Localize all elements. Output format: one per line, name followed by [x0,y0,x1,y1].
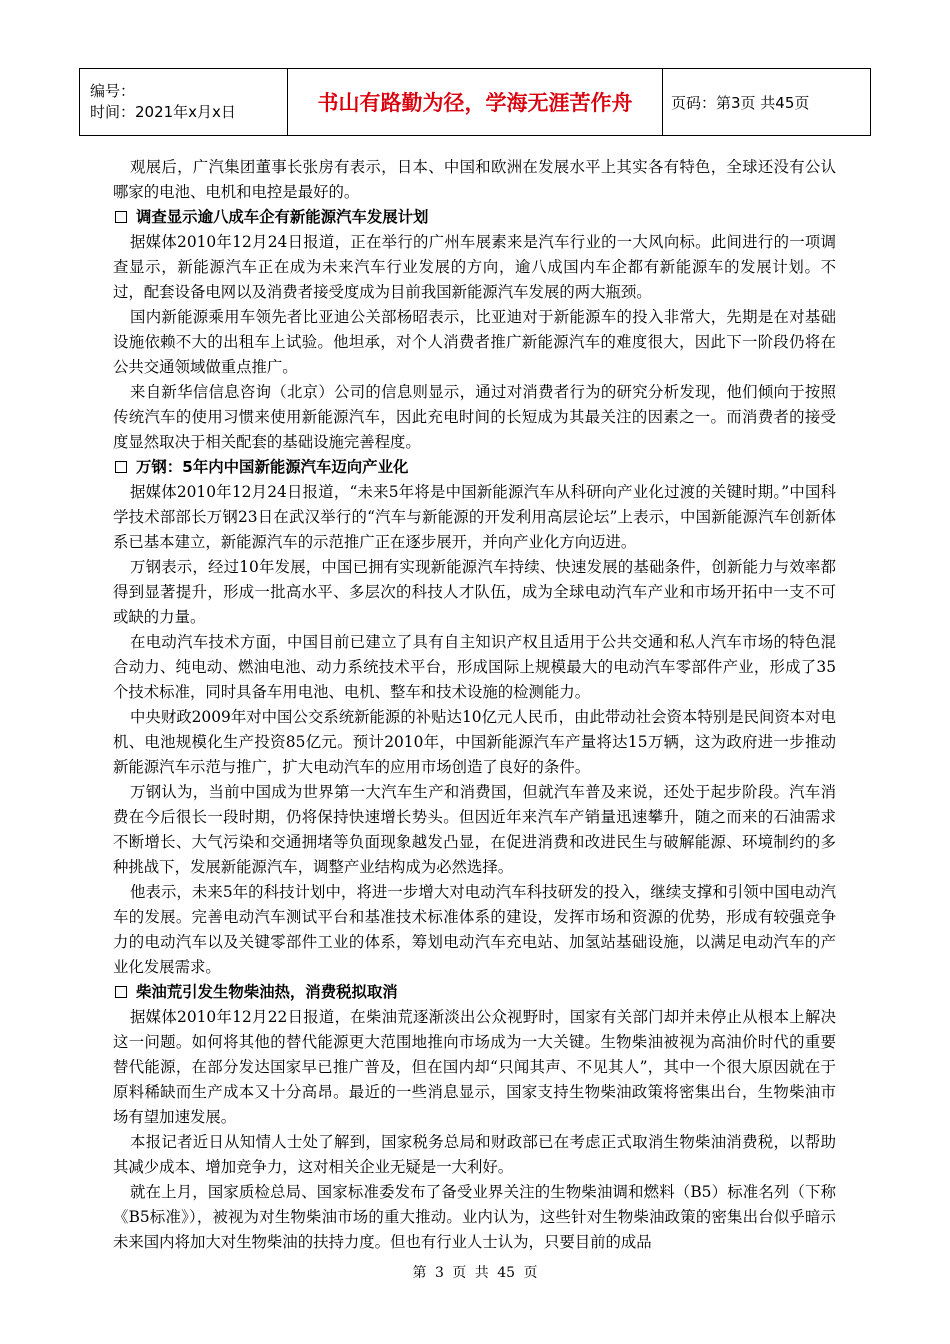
body-paragraph: 观展后，广汽集团董事长张房有表示，日本、中国和欧洲在发展水平上其实各有特色，全球还没有公认哪家的电池、电机和电控是最好的。 [113,158,836,201]
body-paragraph: 万钢认为，当前中国成为世界第一大汽车生产和消费国，但就汽车普及来说，还处于起步阶段。汽车消费在今后很长一段时期，仍将保持快速增长势头。但因近年来汽车产销量迅速攀升，随之而来的石油需求不断增长、大气污染和交通拥堵等负面现象越发凸显，在促进消费和改进民生与破解能源、环境制约的多种挑战下，发展新能源汽车，调整产业结构成为必然选择。 [113,783,836,876]
checkbox-square-icon [115,986,127,998]
body-paragraph: 据媒体2010年12月22日报道，在柴油荒逐渐淡出公众视野时，国家有关部门却并未停止从根本上解决这一问题。如何将其他的替代能源更大范围地推向市场成为一大关键。生物柴油被视为高油价时代的重要替代能源，在部分发达国家早已推广普及，但在国内却“只闻其声、不见其人”，其中一个很大原因就在于原料稀缺而生产成本又十分高昂。最近的一些消息显示，国家支持生物柴油政策将密集出台，生物柴油市场有望加速发展。 [113,1008,836,1126]
document-body [113,155,836,1255]
header-motto: 书山有路勤为径，学海无涯苦作舟 [288,69,663,136]
section-heading [113,455,836,480]
body-paragraph: 中央财政2009年对中国公交系统新能源的补贴达10亿元人民币，由此带动社会资本特别是民间资本对电机、电池规模化生产投资85亿元。预计2010年，中国新能源汽车产量将达15万辆，这为政府进一步推动新能源汽车示范与推广，扩大电动汽车的应用市场创造了良好的条件。 [113,708,836,776]
body-paragraph: 本报记者近日从知情人士处了解到，国家税务总局和财政部已在考虑正式取消生物柴油消费税，以帮助其减少成本、增加竞争力，这对相关企业无疑是一大利好。 [113,1133,836,1176]
page-header [79,68,871,136]
body-paragraph: 在电动汽车技术方面，中国目前已建立了具有自主知识产权且适用于公共交通和私人汽车市场的特色混合动力、纯电动、燃油电池、动力系统技术平台，形成国际上规模最大的电动汽车零部件产业，形成了35个技术标准，同时具备车用电池、电机、整车和技术设施的检测能力。 [113,633,836,701]
body-paragraph: 就在上月，国家质检总局、国家标准委发布了备受业界关注的生物柴油调和燃料（B5）标准名列（下称《B5标准》），被视为对生物柴油市场的重大推动。业内认为，这些针对生物柴油政策的密集出台似乎暗示未来国内将加大对生物柴油的扶持力度。但也有行业人士认为，只要目前的成品 [113,1183,836,1251]
page-footer: 第 3 页 共 45 页 [412,1265,538,1281]
body-paragraph: 据媒体2010年12月24日报道，“未来5年将是中国新能源汽车从科研向产业化过渡的关键时期。”中国科学技术部部长万钢23日在武汉举行的“汽车与新能源的开发利用高层论坛”上表示，中国新能源汽车创新体系已基本建立，新能源汽车的示范推广正在逐步展开，并向产业化方向迈进。 [113,483,836,551]
body-paragraph: 他表示，未来5年的科技计划中，将进一步增大对电动汽车科技研发的投入，继续支撑和引领中国电动汽车的发展。完善电动汽车测试平台和基准技术标准体系的建设，发挥市场和资源的优势，形成有较强竞争力的电动汽车以及关键零部件工业的体系，筹划电动汽车充电站、加氢站基础设施，以满足电动汽车的产业化发展需求。 [113,883,836,976]
section-heading-text: 万钢：5年内中国新能源汽车迈向产业化 [136,458,409,476]
body-paragraph: 据媒体2010年12月24日报道，正在举行的广州车展素来是汽车行业的一大风向标。此间进行的一项调查显示，新能源汽车正在成为未来汽车行业发展的方向，逾八成国内车企都有新能源车的发展计划。不过，配套设备电网以及消费者接受度成为目前我国新能源汽车发展的两大瓶颈。 [113,233,836,301]
document-number-label: 编号： [90,82,136,100]
header-page-info: 页码：第3页 共45页 [663,69,871,136]
section-heading-text: 柴油荒引发生物柴油热，消费税拟取消 [136,983,398,1001]
section-heading [113,980,836,1005]
document-date: 时间：2021年x月x日 [90,103,236,121]
section-heading [113,205,836,230]
header-meta-cell [80,69,288,136]
body-paragraph: 万钢表示，经过10年发展，中国已拥有实现新能源汽车持续、快速发展的基础条件，创新能力与效率都得到显著提升，形成一批高水平、多层次的科技人才队伍，成为全球电动汽车产业和市场开拓中一支不可或缺的力量。 [113,558,836,626]
checkbox-square-icon [115,211,127,223]
checkbox-square-icon [115,461,127,473]
body-paragraph: 国内新能源乘用车领先者比亚迪公关部杨昭表示，比亚迪对于新能源车的投入非常大，先期是在对基础设施依赖不大的出租车上试验。他坦承，对个人消费者推广新能源汽车的难度很大，因此下一阶段仍将在公共交通领域做重点推广。 [113,308,836,376]
section-heading-text: 调查显示逾八成车企有新能源汽车发展计划 [136,208,429,226]
body-paragraph: 来自新华信信息咨询（北京）公司的信息则显示，通过对消费者行为的研究分析发现，他们倾向于按照传统汽车的使用习惯来使用新能源汽车，因此充电时间的长短成为其最关注的因素之一。而消费者的接受度显然取决于相关配套的基础设施完善程度。 [113,383,836,451]
